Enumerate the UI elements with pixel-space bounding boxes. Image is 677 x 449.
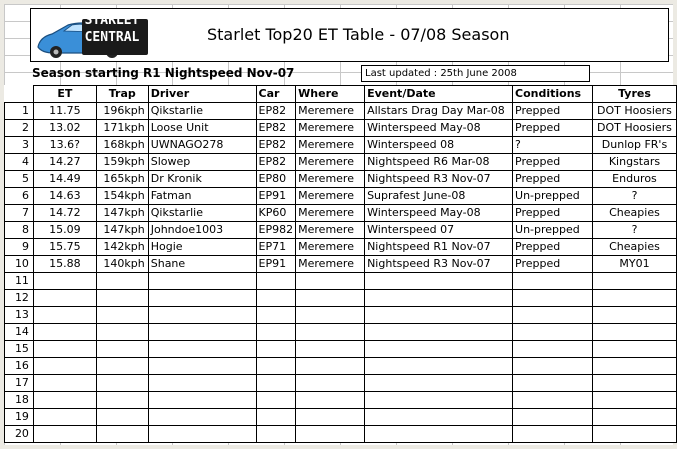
trap-cell[interactable]: 168kph (96, 137, 148, 154)
tyres-cell[interactable] (592, 341, 676, 358)
trap-cell[interactable] (96, 307, 148, 324)
trap-cell[interactable] (96, 358, 148, 375)
table-row (5, 307, 677, 324)
et-cell[interactable]: 14.27 (33, 154, 96, 171)
conditions-cell[interactable] (513, 307, 593, 324)
car-cell[interactable] (256, 273, 296, 290)
event-cell[interactable] (365, 324, 513, 341)
trap-cell[interactable] (96, 324, 148, 341)
table-row (5, 409, 677, 426)
row-number-cell: 19 (5, 409, 34, 426)
event-cell[interactable]: Winterspeed May-08 (365, 120, 513, 137)
tyres-cell[interactable] (592, 324, 676, 341)
trap-cell[interactable]: 147kph (96, 222, 148, 239)
where-cell[interactable]: Meremere (296, 239, 365, 256)
trap-cell[interactable]: 154kph (96, 188, 148, 205)
table-row (5, 154, 677, 171)
tyres-cell[interactable] (592, 392, 676, 409)
et-cell[interactable] (33, 290, 96, 307)
where-cell[interactable]: Meremere (296, 205, 365, 222)
col-header-where[interactable]: Where (296, 86, 365, 103)
trap-cell[interactable] (96, 273, 148, 290)
col-header-trap[interactable]: Trap (96, 86, 148, 103)
where-cell[interactable] (296, 324, 365, 341)
driver-cell[interactable]: Dr Kronik (148, 171, 256, 188)
event-cell[interactable] (365, 358, 513, 375)
where-cell[interactable]: Meremere (296, 188, 365, 205)
car-cell[interactable]: EP82 (256, 120, 296, 137)
tyres-cell[interactable]: MY01 (592, 256, 676, 273)
tyres-cell[interactable] (592, 307, 676, 324)
col-header-car[interactable]: Car (256, 86, 296, 103)
last-updated-box: Last updated : 25th June 2008 (361, 65, 590, 82)
conditions-cell[interactable] (513, 341, 593, 358)
et-cell[interactable] (33, 409, 96, 426)
table-body (5, 103, 677, 443)
et-cell[interactable] (33, 358, 96, 375)
tyres-cell[interactable] (592, 290, 676, 307)
car-cell[interactable] (256, 290, 296, 307)
col-header-tyres[interactable]: Tyres (592, 86, 676, 103)
et-cell[interactable]: 15.88 (33, 256, 96, 273)
trap-cell[interactable]: 171kph (96, 120, 148, 137)
where-cell[interactable] (296, 392, 365, 409)
tyres-cell[interactable]: DOT Hoosiers (592, 120, 676, 137)
logo-wordmark (78, 12, 146, 52)
row-number-cell: 12 (5, 290, 34, 307)
event-cell[interactable] (365, 426, 513, 443)
event-cell[interactable]: Winterspeed May-08 (365, 205, 513, 222)
row-number-cell: 7 (5, 205, 34, 222)
row-number-cell: 17 (5, 375, 34, 392)
col-header-event[interactable]: Event/Date (365, 86, 513, 103)
car-cell[interactable]: EP91 (256, 188, 296, 205)
driver-cell[interactable]: Slowep (148, 154, 256, 171)
car-cell[interactable]: EP82 (256, 103, 296, 120)
row-number-cell: 10 (5, 256, 34, 273)
tyres-cell[interactable]: Cheapies (592, 239, 676, 256)
table-header-row (5, 86, 677, 103)
table-row (5, 392, 677, 409)
et-cell[interactable] (33, 392, 96, 409)
trap-cell[interactable]: 196kph (96, 103, 148, 120)
conditions-cell[interactable]: Un-prepped (513, 188, 593, 205)
car-cell[interactable] (256, 392, 296, 409)
table-row (5, 290, 677, 307)
driver-cell[interactable]: Qikstarlie (148, 205, 256, 222)
event-cell[interactable]: Nightspeed R1 Nov-07 (365, 239, 513, 256)
table-row (5, 273, 677, 290)
conditions-cell[interactable]: Prepped (513, 103, 593, 120)
driver-cell[interactable] (148, 409, 256, 426)
event-cell[interactable]: Nightspeed R3 Nov-07 (365, 256, 513, 273)
row-number-cell: 15 (5, 341, 34, 358)
where-cell[interactable] (296, 341, 365, 358)
driver-cell[interactable]: Hogie (148, 239, 256, 256)
row-number-cell: 1 (5, 103, 34, 120)
trap-cell[interactable] (96, 392, 148, 409)
where-cell[interactable]: Meremere (296, 120, 365, 137)
tyres-cell[interactable]: ? (592, 222, 676, 239)
conditions-cell[interactable] (513, 409, 593, 426)
conditions-cell[interactable] (513, 375, 593, 392)
where-cell[interactable]: Meremere (296, 222, 365, 239)
driver-cell[interactable]: Shane (148, 256, 256, 273)
et-table (4, 85, 677, 443)
table-row (5, 324, 677, 341)
table-row (5, 137, 677, 154)
event-cell[interactable] (365, 307, 513, 324)
logo-line2: CENTRAL (84, 30, 140, 45)
col-header-et[interactable]: ET (33, 86, 96, 103)
trap-cell[interactable] (96, 341, 148, 358)
et-cell[interactable]: 11.75 (33, 103, 96, 120)
conditions-cell[interactable]: Prepped (513, 154, 593, 171)
header-banner (30, 8, 669, 62)
table-row (5, 341, 677, 358)
driver-cell[interactable]: Fatman (148, 188, 256, 205)
trap-cell[interactable]: 159kph (96, 154, 148, 171)
table-row (5, 256, 677, 273)
where-cell[interactable]: Meremere (296, 154, 365, 171)
season-label: Season starting R1 Nightspeed Nov-07 (32, 66, 295, 80)
where-cell[interactable] (296, 307, 365, 324)
event-cell[interactable] (365, 290, 513, 307)
where-cell[interactable] (296, 273, 365, 290)
conditions-cell[interactable]: Prepped (513, 120, 593, 137)
trap-cell[interactable] (96, 426, 148, 443)
row-number-cell: 13 (5, 307, 34, 324)
col-header-driver[interactable]: Driver (148, 86, 256, 103)
tyres-cell[interactable] (592, 273, 676, 290)
where-cell[interactable]: Meremere (296, 103, 365, 120)
car-cell[interactable]: EP80 (256, 171, 296, 188)
conditions-cell[interactable]: ? (513, 137, 593, 154)
conditions-cell[interactable]: Un-prepped (513, 222, 593, 239)
table-row (5, 103, 677, 120)
driver-cell[interactable] (148, 341, 256, 358)
driver-cell[interactable] (148, 307, 256, 324)
event-cell[interactable] (365, 409, 513, 426)
driver-cell[interactable] (148, 324, 256, 341)
table-row (5, 426, 677, 443)
row-number-cell: 9 (5, 239, 34, 256)
event-cell[interactable]: Allstars Drag Day Mar-08 (365, 103, 513, 120)
trap-cell[interactable] (96, 409, 148, 426)
et-cell[interactable]: 13.02 (33, 120, 96, 137)
et-cell[interactable]: 14.49 (33, 171, 96, 188)
trap-cell[interactable] (96, 375, 148, 392)
car-cell[interactable]: EP82 (256, 154, 296, 171)
et-cell[interactable]: 13.6? (33, 137, 96, 154)
tyres-cell[interactable] (592, 409, 676, 426)
car-cell[interactable]: EP982 (256, 222, 296, 239)
tyres-cell[interactable]: DOT Hoosiers (592, 103, 676, 120)
where-cell[interactable] (296, 290, 365, 307)
car-cell[interactable]: EP91 (256, 256, 296, 273)
trap-cell[interactable]: 165kph (96, 171, 148, 188)
tyres-cell[interactable] (592, 426, 676, 443)
corner-cell (5, 86, 34, 103)
car-cell[interactable] (256, 426, 296, 443)
event-cell[interactable]: Suprafest June-08 (365, 188, 513, 205)
conditions-cell[interactable]: Prepped (513, 171, 593, 188)
event-cell[interactable]: Nightspeed R3 Nov-07 (365, 171, 513, 188)
et-cell[interactable]: 15.09 (33, 222, 96, 239)
driver-cell[interactable]: Johndoe1003 (148, 222, 256, 239)
table-row (5, 188, 677, 205)
row-number-cell: 11 (5, 273, 34, 290)
page-title: Starlet Top20 ET Table - 07/08 Season (207, 25, 510, 44)
tyres-cell[interactable]: Cheapies (592, 205, 676, 222)
tyres-cell[interactable]: Enduros (592, 171, 676, 188)
et-cell[interactable] (33, 375, 96, 392)
event-cell[interactable]: Winterspeed 08 (365, 137, 513, 154)
row-number-cell: 20 (5, 426, 34, 443)
logo-line1: STARLET (84, 13, 140, 28)
where-cell[interactable] (296, 409, 365, 426)
car-cell[interactable]: KP60 (256, 205, 296, 222)
driver-cell[interactable]: UWNAGO278 (148, 137, 256, 154)
trap-cell[interactable] (96, 290, 148, 307)
driver-cell[interactable]: Loose Unit (148, 120, 256, 137)
conditions-cell[interactable]: Prepped (513, 205, 593, 222)
driver-cell[interactable] (148, 392, 256, 409)
where-cell[interactable]: Meremere (296, 137, 365, 154)
table-row (5, 358, 677, 375)
where-cell[interactable] (296, 358, 365, 375)
conditions-cell[interactable] (513, 358, 593, 375)
trap-cell[interactable]: 147kph (96, 205, 148, 222)
driver-cell[interactable] (148, 273, 256, 290)
where-cell[interactable] (296, 426, 365, 443)
where-cell[interactable] (296, 375, 365, 392)
tyres-cell[interactable]: Dunlop FR's (592, 137, 676, 154)
tyres-cell[interactable] (592, 358, 676, 375)
row-number-cell: 4 (5, 154, 34, 171)
conditions-cell[interactable]: Prepped (513, 256, 593, 273)
conditions-cell[interactable] (513, 273, 593, 290)
event-cell[interactable] (365, 392, 513, 409)
et-cell[interactable]: 14.63 (33, 188, 96, 205)
row-number-cell: 8 (5, 222, 34, 239)
col-header-conditions[interactable]: Conditions (513, 86, 593, 103)
et-cell[interactable] (33, 341, 96, 358)
driver-cell[interactable] (148, 290, 256, 307)
et-cell[interactable]: 14.72 (33, 205, 96, 222)
trap-cell[interactable]: 140kph (96, 256, 148, 273)
row-number-cell: 14 (5, 324, 34, 341)
tyres-cell[interactable]: ? (592, 188, 676, 205)
table-row (5, 222, 677, 239)
row-number-cell: 18 (5, 392, 34, 409)
event-cell[interactable] (365, 341, 513, 358)
event-cell[interactable] (365, 375, 513, 392)
driver-cell[interactable] (148, 426, 256, 443)
car-cell[interactable] (256, 409, 296, 426)
table-row (5, 171, 677, 188)
tyres-cell[interactable]: Kingstars (592, 154, 676, 171)
conditions-cell[interactable] (513, 426, 593, 443)
car-cell[interactable] (256, 324, 296, 341)
row-number-cell: 6 (5, 188, 34, 205)
row-number-cell: 2 (5, 120, 34, 137)
trap-cell[interactable]: 142kph (96, 239, 148, 256)
et-cell[interactable] (33, 307, 96, 324)
row-number-cell: 5 (5, 171, 34, 188)
table-row (5, 120, 677, 137)
et-cell[interactable] (33, 324, 96, 341)
car-cell[interactable] (256, 375, 296, 392)
conditions-cell[interactable] (513, 392, 593, 409)
row-number-cell: 16 (5, 358, 34, 375)
conditions-cell[interactable]: Prepped (513, 239, 593, 256)
driver-cell[interactable] (148, 358, 256, 375)
car-cell[interactable] (256, 358, 296, 375)
conditions-cell[interactable] (513, 324, 593, 341)
driver-cell[interactable] (148, 375, 256, 392)
et-cell[interactable] (33, 426, 96, 443)
row-number-cell: 3 (5, 137, 34, 154)
event-cell[interactable]: Nightspeed R6 Mar-08 (365, 154, 513, 171)
conditions-cell[interactable] (513, 290, 593, 307)
driver-cell[interactable]: Qikstarlie (148, 103, 256, 120)
table-row (5, 375, 677, 392)
event-cell[interactable]: Winterspeed 07 (365, 222, 513, 239)
where-cell[interactable]: Meremere (296, 256, 365, 273)
car-cell[interactable] (256, 341, 296, 358)
where-cell[interactable]: Meremere (296, 171, 365, 188)
car-cell[interactable] (256, 307, 296, 324)
event-cell[interactable] (365, 273, 513, 290)
car-cell[interactable]: EP82 (256, 137, 296, 154)
car-cell[interactable]: EP71 (256, 239, 296, 256)
tyres-cell[interactable] (592, 375, 676, 392)
table-row (5, 205, 677, 222)
et-cell[interactable]: 15.75 (33, 239, 96, 256)
table-row (5, 239, 677, 256)
et-cell[interactable] (33, 273, 96, 290)
